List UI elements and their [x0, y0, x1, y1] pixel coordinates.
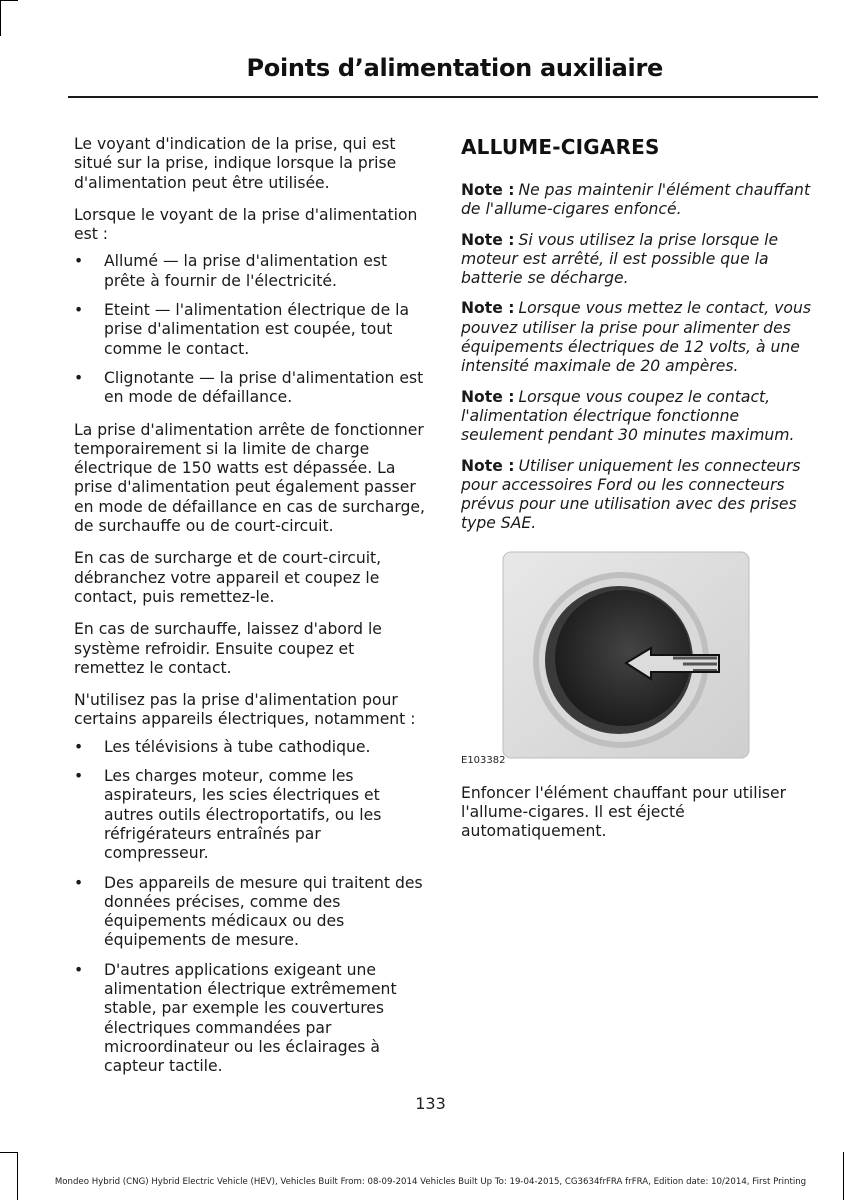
note-label: Note :	[461, 387, 515, 406]
figure-caption: Enfoncer l'élément chauffant pour utiliser l'allume-cigares. Il est éjecté automatiquement.	[461, 783, 787, 841]
cigar-lighter-figure	[461, 550, 791, 770]
crop-mark-top-left-h	[0, 0, 18, 1]
paragraph-indicator-location: Le voyant d'indication de la prise, qui est situé sur la prise, indique lorsque la prise d'alimentation peut être utilisée.	[74, 135, 397, 192]
crop-mark-top-left	[0, 0, 1, 36]
paragraph-load-limit: La prise d'alimentation arrête de fonctionner temporairement si la limite de charge électrique de 150 watts est dépassée. La prise d'alimentation peut également passer en mode de défaillance en cas de surcharge, de surchauffe ou de court-circuit.	[74, 420, 425, 536]
right-column	[461, 135, 821, 855]
list-item-text: Des appareils de mesure qui traitent des données précises, comme des équipements médicaux ou des équipements de mesure.	[104, 873, 423, 950]
list-item-text: Clignotante — la prise d'alimentation est en mode de défaillance.	[104, 368, 424, 407]
left-column	[74, 135, 429, 1089]
note-5	[461, 457, 821, 534]
note-2	[461, 231, 821, 289]
note-4	[461, 388, 821, 446]
crop-mark-bottom-right	[843, 1152, 844, 1200]
cigar-lighter-icon	[501, 550, 751, 760]
list-item-text: Eteint — l'alimentation électrique de la prise d'alimentation est coupée, tout comme le contact.	[104, 301, 410, 358]
note-text: Utiliser uniquement les connecteurs pour accessoires Ford ou les connecteurs prévus pour une utilisation avec des prises type SAE.	[461, 456, 801, 533]
note-label: Note :	[461, 230, 515, 249]
indicator-states-list	[74, 252, 429, 407]
list-item-text: Les charges moteur, comme les aspirateurs, les scies électriques et autres outils électroportatifs, ou les réfrigérateurs entraînés par compresseur.	[104, 767, 382, 863]
bullet-icon: •	[74, 301, 84, 320]
list-item-text: Les télévisions à tube cathodique.	[104, 737, 371, 756]
note-label: Note :	[461, 181, 515, 199]
list-item	[74, 738, 429, 757]
figure-code: E103382	[461, 754, 506, 766]
list-item	[74, 301, 429, 359]
paragraph-indicator-states-intro: Lorsque le voyant de la prise d'alimentation est :	[74, 205, 418, 244]
note-3	[461, 299, 821, 376]
bullet-icon: •	[74, 873, 84, 892]
note-text: Lorsque vous mettez le contact, vous pouvez utiliser la prise pour alimenter des équipements électriques de 12 volts, à une intensité maximale de 20 ampères.	[461, 299, 811, 376]
crop-mark-bottom-left-h	[0, 1152, 18, 1153]
list-item	[74, 252, 429, 291]
note-text: Lorsque vous coupez le contact, l'alimentation électrique fonctionne seulement pendant 30 minutes maximum.	[461, 387, 795, 445]
bullet-icon: •	[74, 368, 84, 387]
paragraph-overheat: En cas de surchauffe, laissez d'abord le système refroidir. Ensuite coupez et remettez le contact.	[74, 620, 382, 677]
paragraph-overload: En cas de surcharge et de court-circuit, débranchez votre appareil et coupez le contact, puis remettez-le.	[74, 549, 382, 606]
paragraph-unsupported-devices-intro: N'utilisez pas la prise d'alimentation pour certains appareils électriques, notamment :	[74, 691, 416, 729]
note-text: Si vous utilisez la prise lorsque le moteur est arrêté, il est possible que la batterie se décharge.	[461, 230, 779, 288]
bullet-icon: •	[74, 252, 84, 271]
section-heading: ALLUME-CIGARES	[461, 135, 660, 159]
list-item-text: Allumé — la prise d'alimentation est prête à fournir de l'électricité.	[104, 252, 388, 290]
note-label: Note :	[461, 299, 515, 318]
list-item-text: D'autres applications exigeant une alimentation électrique extrêmement stable, par exemple les couvertures électriques commandées par microordinateur ou les éclairages à capteur tactile.	[104, 960, 397, 1076]
footer-text: Mondeo Hybrid (CNG) Hybrid Electric Vehicle (HEV), Vehicles Built From: 08-09-2014 Vehicles Built Up To: 19-04-2015, CG3634frFRA frFRA, Edition date: 10/2014, First Printing	[54, 1177, 807, 1187]
unsupported-devices-list	[74, 738, 429, 1077]
note-text: Ne pas maintenir l'élément chauffant de l'allume-cigares enfoncé.	[461, 181, 811, 219]
bullet-icon: •	[74, 960, 84, 979]
list-item	[74, 874, 429, 951]
list-item	[74, 961, 429, 1077]
page-title: Points d’alimentation auxiliaire	[246, 54, 663, 82]
list-item	[74, 369, 429, 408]
page-number: 133	[415, 1094, 446, 1113]
title-rule	[68, 96, 818, 98]
note-label: Note :	[461, 456, 515, 475]
list-item	[74, 767, 429, 863]
bullet-icon: •	[74, 737, 84, 756]
crop-mark-bottom-left	[17, 1152, 18, 1200]
bullet-icon: •	[74, 767, 84, 786]
note-1	[461, 181, 821, 220]
